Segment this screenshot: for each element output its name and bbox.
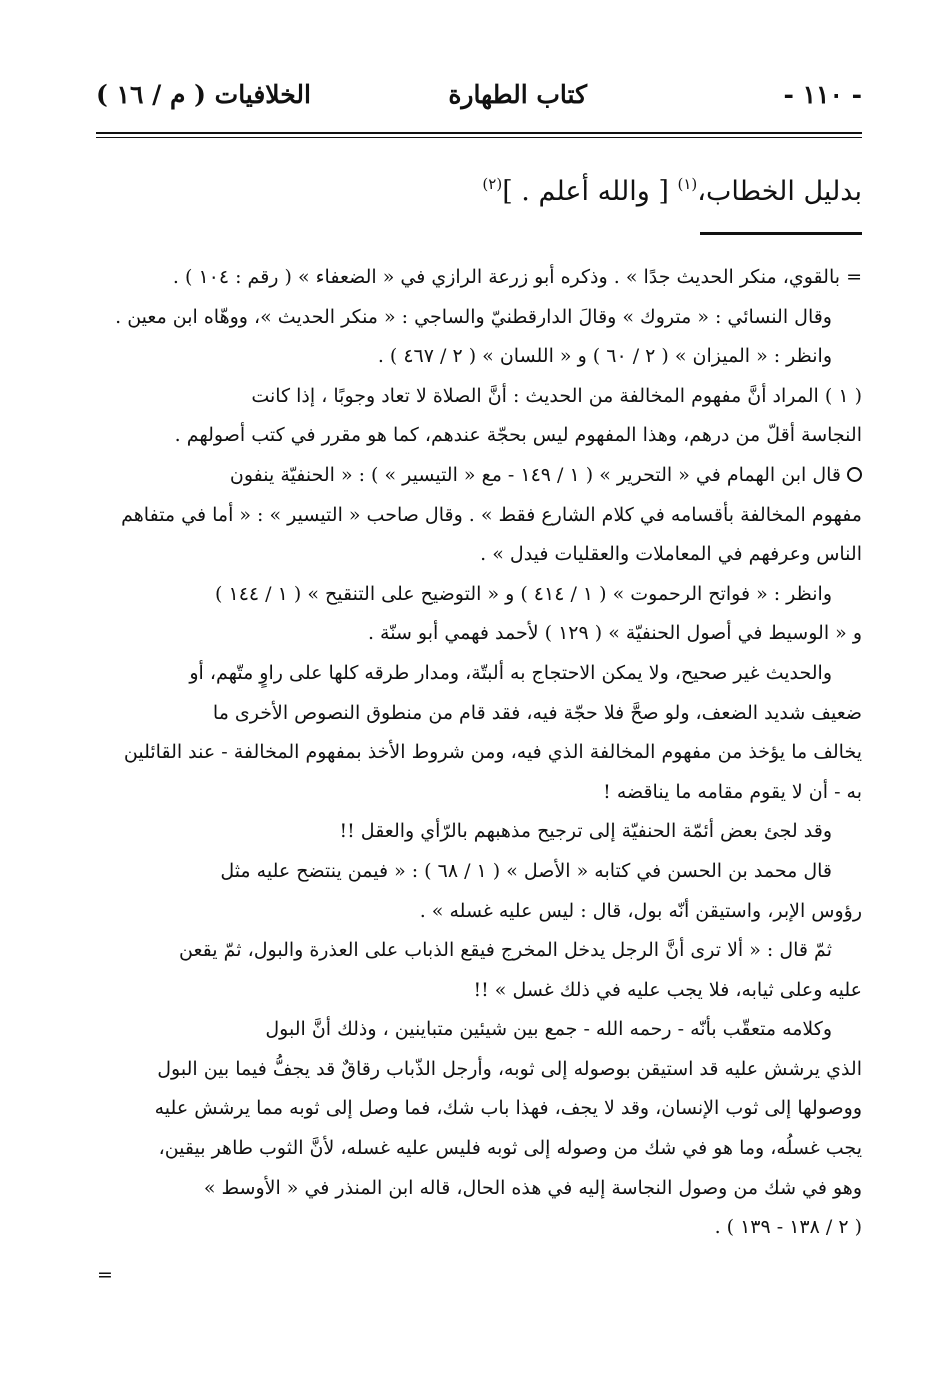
footnote-line: وانظر : « فواتح الرحموت » ( ١ / ٤١٤ ) و « التوضيح على التنقيح » ( ١ / ١٤٤ ) [215,582,832,605]
footnote-line [96,456,862,496]
footnote-line: وقد لجئ بعض أئمّة الحنفيّة إلى ترجيح مذهبهم بالرّأي والعقل !! [339,820,832,843]
footnote-ref-2: (٢) [482,175,503,193]
book-title: كتاب الطهارة [448,80,587,109]
footnote-line: ( ٢ / ١٣٨ - ١٣٩ ) . [714,1216,862,1239]
footnote-line: وانظر : « الميزان » ( ٢ / ٦٠ ) و « اللسان » ( ٢ / ٤٦٧ ) . [377,345,832,368]
footnote-line: والحديث غير صحيح، ولا يمكن الاحتجاج به ألبتّة، ومدار طرقه كلها على راوٍ متّهم، أو [189,661,832,684]
footnote-line: النجاسة أقلّ من درهم، وهذا المفهوم ليس بحجّة عندهم، كما هو مقرر في كتب أصولهم . [174,424,862,447]
footnote-ref-1: (١) [677,175,698,193]
footnote-line: رؤوس الإبر، واستيقن أنّه بول، قال : ليس عليه غسله » . [419,899,862,922]
footnote-line: مفهوم المخالفة بأقسامه في كلام الشارع فقط » . وقال صاحب « التيسير » : « أما في متفاهم [121,503,862,526]
footnote-separator [700,232,862,235]
continuation-mark: = [97,1264,113,1286]
main-text-line [96,172,862,212]
bracket-text: [ والله أعلم . ] [502,176,678,207]
footnote-line-text: قال ابن الهمام في « التحرير » ( ١ / ١٤٩ - مع « التيسير » ) : « الحنفيّة ينفون [229,463,841,486]
footnote-line: = بالقوي، منكر الحديث جدًا » . وذكره أبو زرعة الرازي في « الضعفاء » ( رقم : ١٠٤ ) . [172,266,862,288]
footnote-line: ( ١ ) المراد أنَّ مفهوم المخالفة من الحديث : أنَّ الصلاة لا تعاد وجوبًا ، إذا كانت [251,384,862,407]
header-rule-thick [96,132,862,134]
footnote-line: وهو في شك من وصول النجاسة إليه في هذه الحال، قاله ابن المنذر في « الأوسط » [203,1176,862,1199]
footnote-line: يجب غسلُه، وما هو في شك من وصوله إلى ثوبه فليس عليه غسله، لأنَّ الثوب طاهر بيقين، [158,1137,862,1160]
footnote-line: عليه وعلى ثيابه، فلا يجب عليه في ذلك غسل » !! [473,978,862,1001]
footnote-line: وكلامه متعقّب بأنّه - رحمه الله - جمع بين شيئين متباينين ، وذلك أنَّ البول [265,1018,832,1041]
footnote-line: وقال النسائي : « متروك » وقالَ الدارقطنيّ والساجي : « منكر الحديث »، ووهّاه ابن معين . [115,305,832,328]
volume-reference: الخلافيات ( م / ١٦ ) [96,80,311,109]
footnote-line: به - أن لا يقوم مقامه ما يناقضه ! [603,780,862,803]
footnotes-block [96,258,862,1248]
header-rule-thin [96,137,862,138]
footnote-line: الناس وعرفهم في المعاملات والعقليات فيدل » . [480,543,862,566]
main-text: بدليل الخطاب، [697,176,862,207]
circle-bullet-icon [847,467,862,482]
footnote-line: ثمّ قال : « ألا ترى أنَّ الرجل يدخل المخرج فيقع الذباب على العذرة والبول، ثمّ يقعن [179,939,832,962]
footnote-line: ضعيف شديد الضعف، ولو صحَّ فلا حجّة فيه، فقد قام من منطوق النصوص الأخرى ما [212,701,862,724]
footnote-line: و « الوسيط في أصول الحنفيّة » ( ١٢٩ ) لأحمد فهمي أبو سنّة . [367,622,862,645]
footnote-line: يخالف ما يؤخذ من مفهوم المخالفة الذي فيه، ومن شروط الأخذ بمفهوم المخالفة - عند القائلين [123,741,862,764]
footnote-line: ووصولها إلى ثوب الإنسان، وقد لا يجف، فهذا باب شك، فما وصل إلى ثوبه مما يرشش عليه [154,1097,862,1120]
footnote-line: قال محمد بن الحسن في كتابه « الأصل » ( ١ / ٦٨ ) : « فيمن ينتضح عليه مثل [220,859,832,882]
running-header [96,80,862,120]
footnote-line: الذي يرشش عليه قد استيقن بوصوله إلى ثوبه، وأرجل الذّباب رقاقٌ قد يجفُّ فيما بين البول [157,1057,862,1080]
page-number: - ١١٠ - [783,80,862,109]
